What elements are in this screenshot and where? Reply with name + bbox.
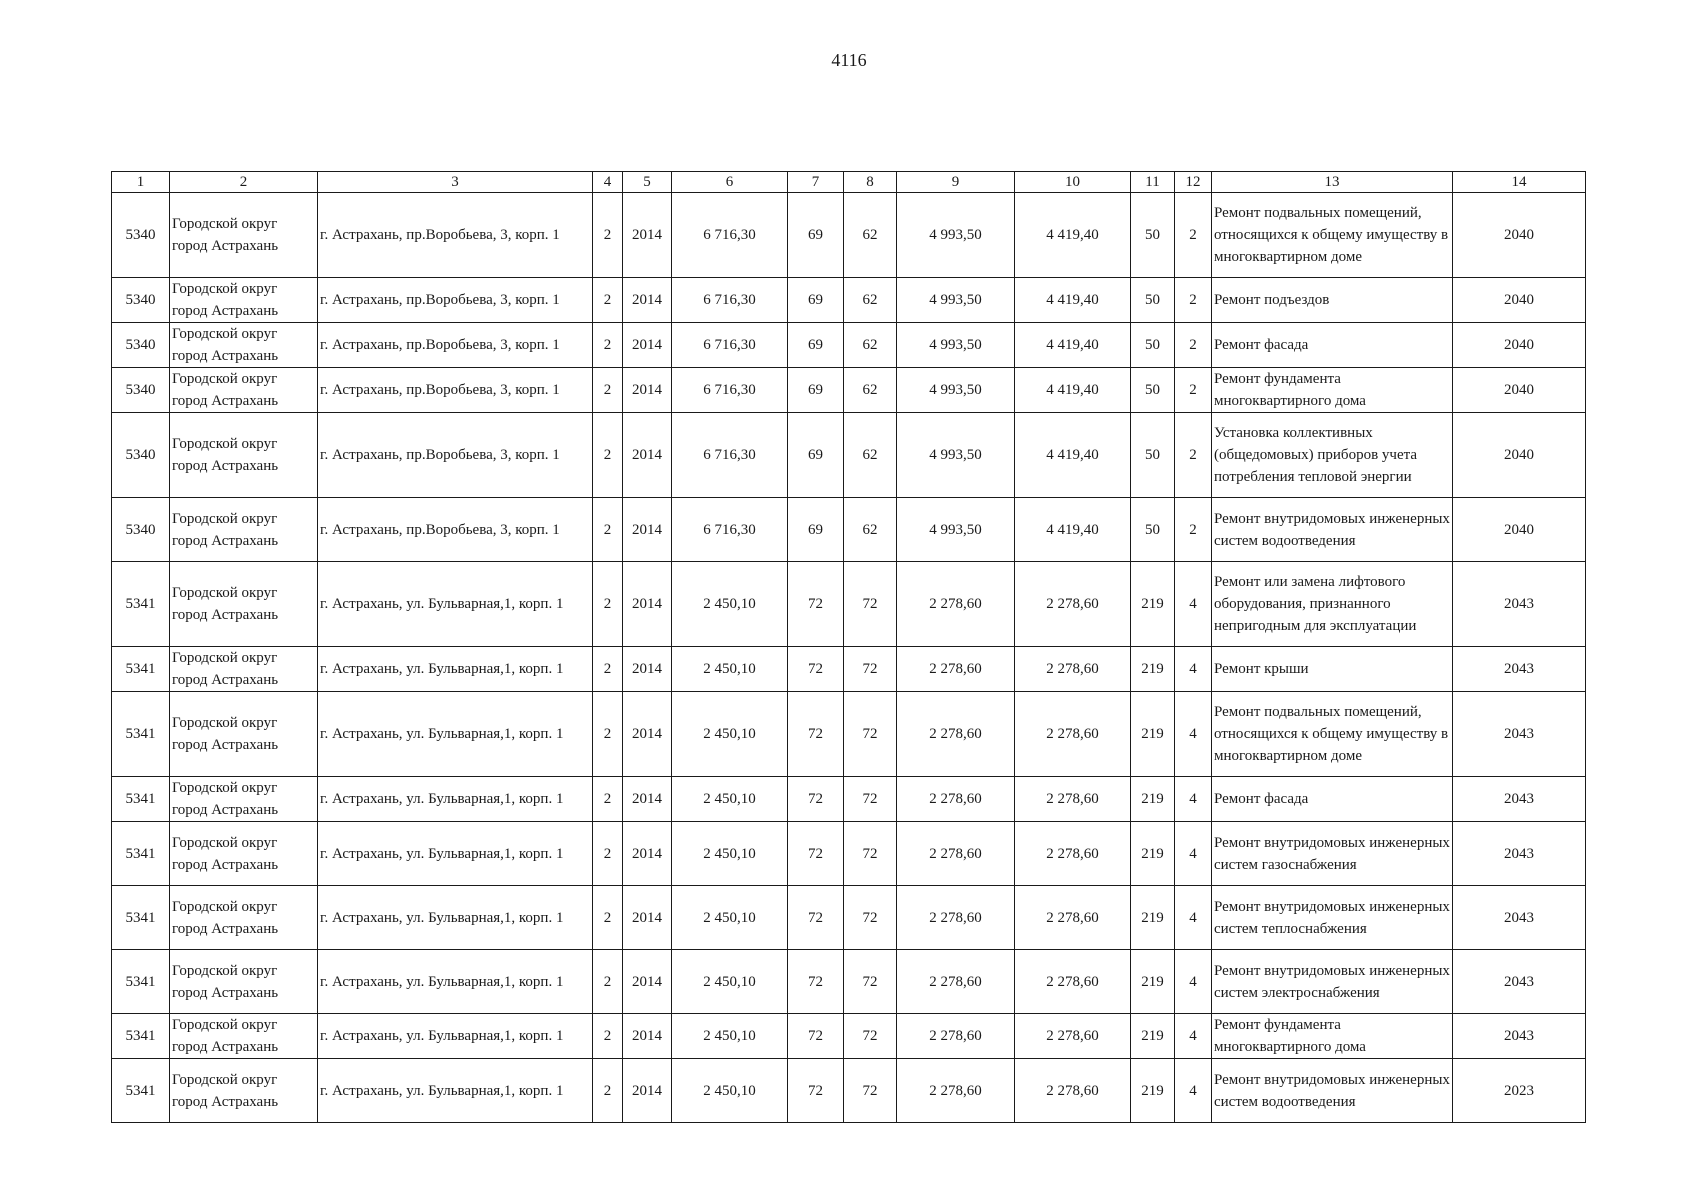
cell-address: г. Астрахань, пр.Воробьева, 3, корп. 1 <box>318 193 593 278</box>
cell-apartments-living: 72 <box>844 822 897 886</box>
cell-apartments-living: 62 <box>844 278 897 323</box>
cell-total-area: 2 450,10 <box>672 647 788 692</box>
cell-year: 2014 <box>623 193 672 278</box>
cell-work-type: Ремонт или замена лифтового оборудования, признанного непригодным для эксплуатации <box>1212 562 1453 647</box>
column-header: 13 <box>1212 172 1453 193</box>
cell-municipality: Городской округ город Астрахань <box>170 498 318 562</box>
cell-living-area: 2 278,60 <box>897 777 1015 822</box>
column-header: 14 <box>1453 172 1586 193</box>
cell-work-type: Ремонт внутридомовых инженерных систем газоснабжения <box>1212 822 1453 886</box>
cell-municipality: Городской округ город Астрахань <box>170 193 318 278</box>
cell-total-area: 2 450,10 <box>672 1059 788 1123</box>
cell-total-area: 6 716,30 <box>672 323 788 368</box>
cell-floors: 2 <box>593 368 623 413</box>
column-header: 6 <box>672 172 788 193</box>
cell-residents: 219 <box>1131 822 1175 886</box>
cell-entrances: 4 <box>1175 1014 1212 1059</box>
cell-total-area: 2 450,10 <box>672 777 788 822</box>
cell-floors: 2 <box>593 1059 623 1123</box>
column-header: 3 <box>318 172 593 193</box>
cell-work-type: Ремонт подвальных помещений, относящихся к общему имуществу в многоквартирном доме <box>1212 692 1453 777</box>
page-number: 4116 <box>831 50 867 70</box>
cell-residential-area: 2 278,60 <box>1015 950 1131 1014</box>
cell-apartments-total: 72 <box>788 777 844 822</box>
cell-residential-area: 2 278,60 <box>1015 822 1131 886</box>
cell-year: 2014 <box>623 413 672 498</box>
cell-year: 2014 <box>623 647 672 692</box>
table-body <box>112 193 1586 1123</box>
cell-work-type: Ремонт подъездов <box>1212 278 1453 323</box>
cell-row-id: 5340 <box>112 323 170 368</box>
cell-entrances: 4 <box>1175 950 1212 1014</box>
cell-residential-area: 2 278,60 <box>1015 692 1131 777</box>
table-row <box>112 647 1586 692</box>
cell-row-id: 5341 <box>112 692 170 777</box>
cell-apartments-total: 72 <box>788 692 844 777</box>
cell-apartments-living: 72 <box>844 647 897 692</box>
cell-residents: 219 <box>1131 647 1175 692</box>
cell-total-area: 2 450,10 <box>672 950 788 1014</box>
table-row <box>112 562 1586 647</box>
cell-work-type: Ремонт фасада <box>1212 777 1453 822</box>
cell-work-type: Ремонт фасада <box>1212 323 1453 368</box>
cell-apartments-total: 72 <box>788 647 844 692</box>
cell-living-area: 4 993,50 <box>897 278 1015 323</box>
cell-address: г. Астрахань, ул. Бульварная,1, корп. 1 <box>318 1014 593 1059</box>
cell-apartments-total: 72 <box>788 822 844 886</box>
cell-municipality: Городской округ город Астрахань <box>170 777 318 822</box>
cell-row-id: 5341 <box>112 950 170 1014</box>
cell-total-area: 6 716,30 <box>672 193 788 278</box>
cell-residents: 50 <box>1131 323 1175 368</box>
cell-residents: 50 <box>1131 498 1175 562</box>
cell-floors: 2 <box>593 950 623 1014</box>
cell-work-type: Ремонт внутридомовых инженерных систем водоотведения <box>1212 1059 1453 1123</box>
cell-municipality: Городской округ город Астрахань <box>170 950 318 1014</box>
cell-planned-year: 2040 <box>1453 193 1586 278</box>
cell-apartments-living: 72 <box>844 562 897 647</box>
cell-floors: 2 <box>593 562 623 647</box>
cell-apartments-living: 72 <box>844 1014 897 1059</box>
cell-residential-area: 2 278,60 <box>1015 562 1131 647</box>
cell-year: 2014 <box>623 822 672 886</box>
cell-entrances: 2 <box>1175 193 1212 278</box>
cell-apartments-living: 72 <box>844 1059 897 1123</box>
table-row <box>112 886 1586 950</box>
cell-total-area: 2 450,10 <box>672 822 788 886</box>
cell-planned-year: 2043 <box>1453 886 1586 950</box>
cell-floors: 2 <box>593 193 623 278</box>
cell-total-area: 6 716,30 <box>672 413 788 498</box>
column-header: 9 <box>897 172 1015 193</box>
table-row <box>112 950 1586 1014</box>
cell-apartments-living: 72 <box>844 950 897 1014</box>
cell-row-id: 5340 <box>112 413 170 498</box>
cell-planned-year: 2043 <box>1453 647 1586 692</box>
cell-total-area: 2 450,10 <box>672 886 788 950</box>
cell-address: г. Астрахань, пр.Воробьева, 3, корп. 1 <box>318 278 593 323</box>
cell-work-type: Ремонт крыши <box>1212 647 1453 692</box>
cell-entrances: 4 <box>1175 777 1212 822</box>
cell-address: г. Астрахань, ул. Бульварная,1, корп. 1 <box>318 886 593 950</box>
cell-municipality: Городской округ город Астрахань <box>170 822 318 886</box>
cell-floors: 2 <box>593 647 623 692</box>
cell-living-area: 2 278,60 <box>897 1059 1015 1123</box>
cell-total-area: 6 716,30 <box>672 278 788 323</box>
cell-residential-area: 2 278,60 <box>1015 647 1131 692</box>
cell-apartments-total: 69 <box>788 413 844 498</box>
cell-municipality: Городской округ город Астрахань <box>170 323 318 368</box>
cell-address: г. Астрахань, пр.Воробьева, 3, корп. 1 <box>318 368 593 413</box>
cell-year: 2014 <box>623 1014 672 1059</box>
column-header: 10 <box>1015 172 1131 193</box>
cell-residential-area: 4 419,40 <box>1015 498 1131 562</box>
cell-address: г. Астрахань, ул. Бульварная,1, корп. 1 <box>318 647 593 692</box>
cell-residents: 219 <box>1131 777 1175 822</box>
cell-residents: 50 <box>1131 413 1175 498</box>
cell-residents: 219 <box>1131 950 1175 1014</box>
cell-work-type: Ремонт внутридомовых инженерных систем водоотведения <box>1212 498 1453 562</box>
table-row <box>112 323 1586 368</box>
cell-entrances: 2 <box>1175 498 1212 562</box>
cell-year: 2014 <box>623 278 672 323</box>
cell-apartments-living: 72 <box>844 886 897 950</box>
cell-row-id: 5341 <box>112 777 170 822</box>
cell-row-id: 5341 <box>112 562 170 647</box>
cell-municipality: Городской округ город Астрахань <box>170 562 318 647</box>
cell-municipality: Городской округ город Астрахань <box>170 278 318 323</box>
table-row <box>112 413 1586 498</box>
cell-living-area: 4 993,50 <box>897 498 1015 562</box>
cell-planned-year: 2040 <box>1453 278 1586 323</box>
cell-residents: 219 <box>1131 886 1175 950</box>
cell-planned-year: 2023 <box>1453 1059 1586 1123</box>
cell-year: 2014 <box>623 562 672 647</box>
cell-apartments-total: 72 <box>788 1059 844 1123</box>
cell-planned-year: 2040 <box>1453 498 1586 562</box>
cell-row-id: 5340 <box>112 193 170 278</box>
cell-living-area: 4 993,50 <box>897 413 1015 498</box>
table-row <box>112 278 1586 323</box>
cell-floors: 2 <box>593 886 623 950</box>
cell-planned-year: 2043 <box>1453 562 1586 647</box>
cell-address: г. Астрахань, пр.Воробьева, 3, корп. 1 <box>318 413 593 498</box>
cell-residential-area: 2 278,60 <box>1015 886 1131 950</box>
cell-row-id: 5341 <box>112 1014 170 1059</box>
cell-planned-year: 2040 <box>1453 413 1586 498</box>
cell-planned-year: 2043 <box>1453 822 1586 886</box>
cell-living-area: 2 278,60 <box>897 1014 1015 1059</box>
cell-row-id: 5341 <box>112 647 170 692</box>
cell-residents: 219 <box>1131 692 1175 777</box>
cell-apartments-total: 69 <box>788 323 844 368</box>
cell-entrances: 2 <box>1175 368 1212 413</box>
cell-apartments-total: 69 <box>788 278 844 323</box>
cell-residential-area: 4 419,40 <box>1015 193 1131 278</box>
cell-year: 2014 <box>623 886 672 950</box>
cell-residents: 50 <box>1131 368 1175 413</box>
cell-address: г. Астрахань, ул. Бульварная,1, корп. 1 <box>318 822 593 886</box>
cell-apartments-total: 72 <box>788 886 844 950</box>
cell-total-area: 2 450,10 <box>672 692 788 777</box>
cell-planned-year: 2043 <box>1453 950 1586 1014</box>
table-row <box>112 368 1586 413</box>
table-row <box>112 777 1586 822</box>
cell-floors: 2 <box>593 692 623 777</box>
cell-entrances: 4 <box>1175 886 1212 950</box>
cell-row-id: 5340 <box>112 368 170 413</box>
cell-apartments-living: 72 <box>844 777 897 822</box>
cell-planned-year: 2043 <box>1453 777 1586 822</box>
cell-floors: 2 <box>593 777 623 822</box>
cell-apartments-total: 69 <box>788 498 844 562</box>
cell-entrances: 2 <box>1175 413 1212 498</box>
cell-apartments-living: 62 <box>844 413 897 498</box>
cell-address: г. Астрахань, ул. Бульварная,1, корп. 1 <box>318 692 593 777</box>
cell-address: г. Астрахань, пр.Воробьева, 3, корп. 1 <box>318 498 593 562</box>
cell-year: 2014 <box>623 1059 672 1123</box>
column-header: 7 <box>788 172 844 193</box>
cell-row-id: 5340 <box>112 498 170 562</box>
cell-residents: 50 <box>1131 193 1175 278</box>
cell-total-area: 2 450,10 <box>672 1014 788 1059</box>
cell-floors: 2 <box>593 822 623 886</box>
cell-apartments-living: 62 <box>844 193 897 278</box>
cell-address: г. Астрахань, пр.Воробьева, 3, корп. 1 <box>318 323 593 368</box>
cell-floors: 2 <box>593 323 623 368</box>
cell-apartments-living: 62 <box>844 368 897 413</box>
cell-living-area: 4 993,50 <box>897 323 1015 368</box>
cell-apartments-total: 72 <box>788 562 844 647</box>
cell-year: 2014 <box>623 498 672 562</box>
cell-apartments-total: 72 <box>788 950 844 1014</box>
cell-planned-year: 2040 <box>1453 368 1586 413</box>
cell-residential-area: 4 419,40 <box>1015 368 1131 413</box>
cell-total-area: 6 716,30 <box>672 368 788 413</box>
cell-row-id: 5340 <box>112 278 170 323</box>
cell-living-area: 2 278,60 <box>897 692 1015 777</box>
cell-work-type: Ремонт внутридомовых инженерных систем теплоснабжения <box>1212 886 1453 950</box>
cell-residential-area: 2 278,60 <box>1015 777 1131 822</box>
cell-entrances: 4 <box>1175 822 1212 886</box>
cell-work-type: Ремонт подвальных помещений, относящихся к общему имуществу в многоквартирном доме <box>1212 193 1453 278</box>
cell-living-area: 2 278,60 <box>897 950 1015 1014</box>
cell-living-area: 2 278,60 <box>897 647 1015 692</box>
cell-year: 2014 <box>623 692 672 777</box>
column-header: 8 <box>844 172 897 193</box>
cell-residential-area: 4 419,40 <box>1015 323 1131 368</box>
column-header: 5 <box>623 172 672 193</box>
cell-residential-area: 4 419,40 <box>1015 278 1131 323</box>
capital-repair-table <box>111 171 1586 1123</box>
cell-total-area: 2 450,10 <box>672 562 788 647</box>
cell-entrances: 4 <box>1175 1059 1212 1123</box>
cell-work-type: Ремонт фундамента многоквартирного дома <box>1212 368 1453 413</box>
cell-living-area: 4 993,50 <box>897 193 1015 278</box>
cell-residential-area: 2 278,60 <box>1015 1059 1131 1123</box>
cell-planned-year: 2043 <box>1453 692 1586 777</box>
cell-apartments-total: 72 <box>788 1014 844 1059</box>
cell-municipality: Городской округ город Астрахань <box>170 886 318 950</box>
cell-row-id: 5341 <box>112 822 170 886</box>
cell-municipality: Городской округ город Астрахань <box>170 692 318 777</box>
cell-address: г. Астрахань, ул. Бульварная,1, корп. 1 <box>318 777 593 822</box>
cell-apartments-living: 62 <box>844 498 897 562</box>
cell-residents: 50 <box>1131 278 1175 323</box>
cell-entrances: 2 <box>1175 278 1212 323</box>
table-row <box>112 193 1586 278</box>
column-header: 12 <box>1175 172 1212 193</box>
cell-municipality: Городской округ город Астрахань <box>170 368 318 413</box>
cell-year: 2014 <box>623 777 672 822</box>
column-header: 1 <box>112 172 170 193</box>
cell-entrances: 4 <box>1175 692 1212 777</box>
cell-living-area: 2 278,60 <box>897 822 1015 886</box>
cell-living-area: 2 278,60 <box>897 562 1015 647</box>
cell-residents: 219 <box>1131 1059 1175 1123</box>
cell-year: 2014 <box>623 323 672 368</box>
cell-residents: 219 <box>1131 562 1175 647</box>
cell-apartments-total: 69 <box>788 193 844 278</box>
cell-floors: 2 <box>593 278 623 323</box>
cell-year: 2014 <box>623 950 672 1014</box>
cell-planned-year: 2040 <box>1453 323 1586 368</box>
cell-year: 2014 <box>623 368 672 413</box>
cell-apartments-living: 62 <box>844 323 897 368</box>
cell-floors: 2 <box>593 1014 623 1059</box>
cell-residential-area: 2 278,60 <box>1015 1014 1131 1059</box>
cell-municipality: Городской округ город Астрахань <box>170 1014 318 1059</box>
cell-total-area: 6 716,30 <box>672 498 788 562</box>
column-header: 2 <box>170 172 318 193</box>
cell-entrances: 4 <box>1175 647 1212 692</box>
cell-municipality: Городской округ город Астрахань <box>170 647 318 692</box>
cell-work-type: Установка коллективных (общедомовых) приборов учета потребления тепловой энергии <box>1212 413 1453 498</box>
cell-municipality: Городской округ город Астрахань <box>170 1059 318 1123</box>
cell-address: г. Астрахань, ул. Бульварная,1, корп. 1 <box>318 950 593 1014</box>
cell-work-type: Ремонт внутридомовых инженерных систем электроснабжения <box>1212 950 1453 1014</box>
cell-entrances: 2 <box>1175 323 1212 368</box>
cell-floors: 2 <box>593 498 623 562</box>
table-row <box>112 1059 1586 1123</box>
cell-address: г. Астрахань, ул. Бульварная,1, корп. 1 <box>318 562 593 647</box>
cell-address: г. Астрахань, ул. Бульварная,1, корп. 1 <box>318 1059 593 1123</box>
cell-planned-year: 2043 <box>1453 1014 1586 1059</box>
cell-living-area: 4 993,50 <box>897 368 1015 413</box>
cell-apartments-living: 72 <box>844 692 897 777</box>
table-row <box>112 692 1586 777</box>
header-row <box>112 172 1586 193</box>
table-row <box>112 822 1586 886</box>
cell-residents: 219 <box>1131 1014 1175 1059</box>
cell-living-area: 2 278,60 <box>897 886 1015 950</box>
cell-row-id: 5341 <box>112 1059 170 1123</box>
cell-floors: 2 <box>593 413 623 498</box>
cell-entrances: 4 <box>1175 562 1212 647</box>
column-header: 11 <box>1131 172 1175 193</box>
cell-residential-area: 4 419,40 <box>1015 413 1131 498</box>
cell-apartments-total: 69 <box>788 368 844 413</box>
cell-work-type: Ремонт фундамента многоквартирного дома <box>1212 1014 1453 1059</box>
cell-row-id: 5341 <box>112 886 170 950</box>
column-header: 4 <box>593 172 623 193</box>
table-row <box>112 498 1586 562</box>
cell-municipality: Городской округ город Астрахань <box>170 413 318 498</box>
table-row <box>112 1014 1586 1059</box>
